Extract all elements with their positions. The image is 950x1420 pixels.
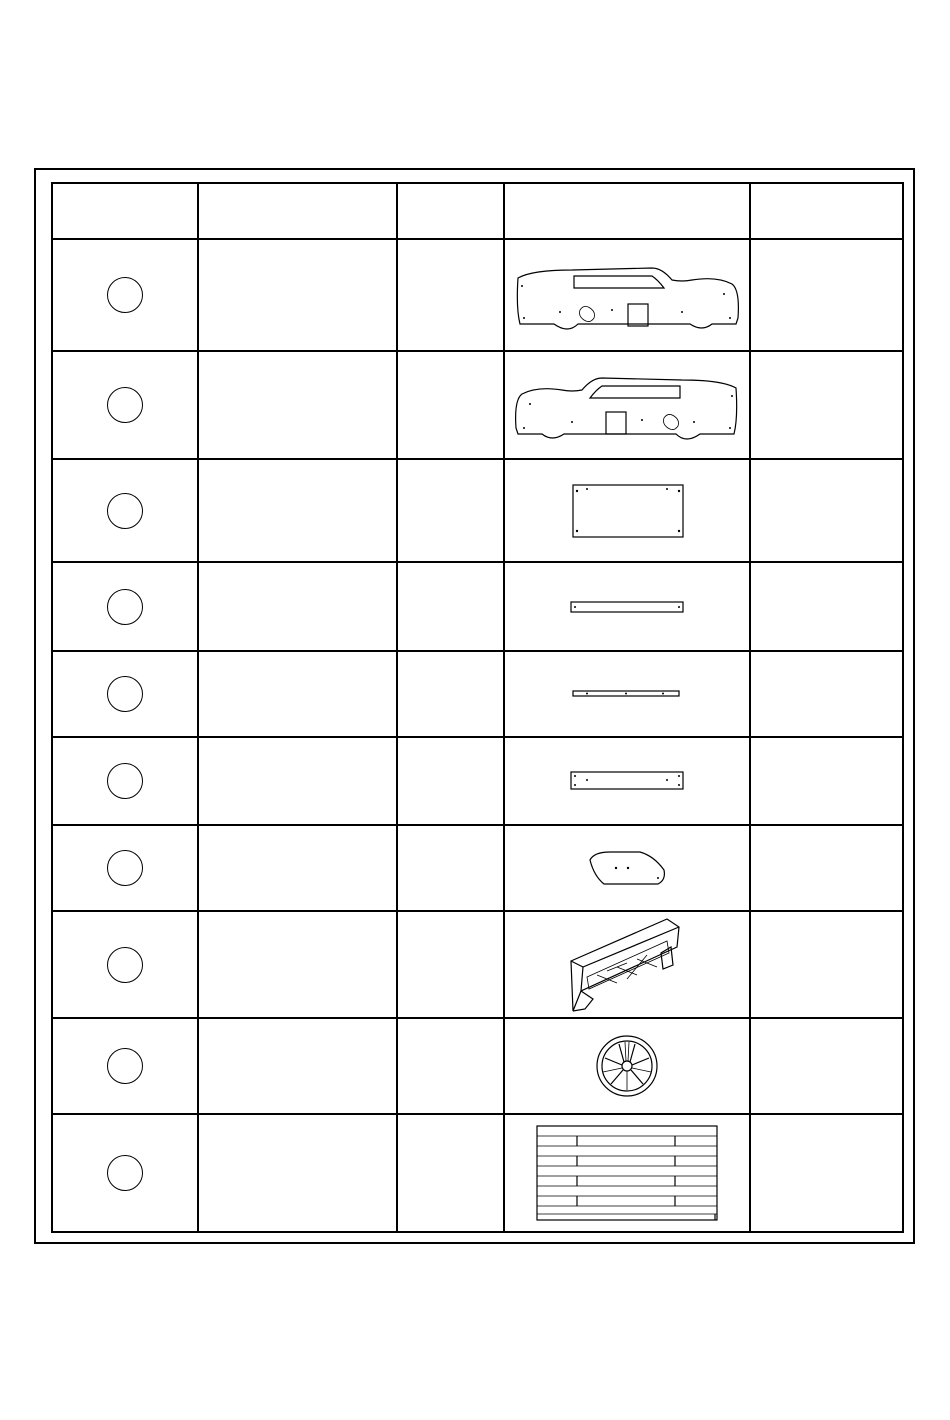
note-cell xyxy=(750,825,903,911)
part-number-cell xyxy=(52,911,198,1018)
header-qty xyxy=(397,183,504,239)
image-cell xyxy=(504,239,750,351)
wheel-rim-icon xyxy=(595,1034,659,1098)
description-cell xyxy=(198,911,397,1018)
qty-cell xyxy=(397,737,504,825)
image-cell xyxy=(504,911,750,1018)
image-cell xyxy=(504,737,750,825)
description-cell xyxy=(198,562,397,651)
qty-cell xyxy=(397,911,504,1018)
part-number-circle xyxy=(107,387,143,423)
description-cell xyxy=(198,1018,397,1114)
cross-beam-icon xyxy=(567,770,687,792)
note-cell xyxy=(750,351,903,459)
part-number-circle xyxy=(107,493,143,529)
qty-cell xyxy=(397,351,504,459)
part-number-cell xyxy=(52,562,198,651)
description-cell xyxy=(198,459,397,562)
part-number-circle xyxy=(107,589,143,625)
image-cell xyxy=(504,651,750,737)
image-cell xyxy=(504,1114,750,1232)
part-number-cell xyxy=(52,737,198,825)
rear-spoiler-grille-icon xyxy=(567,917,687,1013)
note-cell xyxy=(750,459,903,562)
table-row xyxy=(52,351,903,459)
table-row xyxy=(52,1018,903,1114)
qty-cell xyxy=(397,825,504,911)
part-number-cell xyxy=(52,239,198,351)
description-cell xyxy=(198,825,397,911)
note-cell xyxy=(750,651,903,737)
part-number-circle xyxy=(107,763,143,799)
part-number-cell xyxy=(52,459,198,562)
description-cell xyxy=(198,1114,397,1232)
car-side-panel-left-icon xyxy=(512,258,742,332)
part-number-circle xyxy=(107,1048,143,1084)
part-number-circle xyxy=(107,1155,143,1191)
image-cell xyxy=(504,459,750,562)
table-row xyxy=(52,911,903,1018)
header-part-no xyxy=(52,183,198,239)
slat-support-strip-icon xyxy=(571,689,683,699)
part-number-cell xyxy=(52,1114,198,1232)
header-note xyxy=(750,183,903,239)
note-cell xyxy=(750,239,903,351)
rectangular-panel-icon xyxy=(567,483,687,539)
note-cell xyxy=(750,1018,903,1114)
long-rail-icon xyxy=(567,600,687,614)
part-number-cell xyxy=(52,825,198,911)
qty-cell xyxy=(397,1114,504,1232)
description-cell xyxy=(198,651,397,737)
headlight-piece-icon xyxy=(586,850,668,886)
table-row xyxy=(52,737,903,825)
part-number-circle xyxy=(107,947,143,983)
part-number-cell xyxy=(52,651,198,737)
image-cell xyxy=(504,1018,750,1114)
header-description xyxy=(198,183,397,239)
table-row xyxy=(52,459,903,562)
qty-cell xyxy=(397,1018,504,1114)
description-cell xyxy=(198,239,397,351)
note-cell xyxy=(750,911,903,1018)
qty-cell xyxy=(397,459,504,562)
table-row xyxy=(52,825,903,911)
part-number-circle xyxy=(107,850,143,886)
table-row xyxy=(52,651,903,737)
part-number-cell xyxy=(52,1018,198,1114)
qty-cell xyxy=(397,562,504,651)
description-cell xyxy=(198,351,397,459)
description-cell xyxy=(198,737,397,825)
parts-list-table xyxy=(51,182,904,1233)
note-cell xyxy=(750,1114,903,1232)
qty-cell xyxy=(397,239,504,351)
part-number-circle xyxy=(107,676,143,712)
part-number-circle xyxy=(107,277,143,313)
slat-base-icon xyxy=(535,1124,719,1222)
table-row xyxy=(52,1114,903,1232)
image-cell xyxy=(504,351,750,459)
header-image xyxy=(504,183,750,239)
part-number-cell xyxy=(52,351,198,459)
note-cell xyxy=(750,562,903,651)
qty-cell xyxy=(397,651,504,737)
table-row xyxy=(52,239,903,351)
header-row xyxy=(52,183,903,239)
note-cell xyxy=(750,737,903,825)
table-row xyxy=(52,562,903,651)
car-side-panel-right-icon xyxy=(512,368,742,442)
image-cell xyxy=(504,825,750,911)
image-cell xyxy=(504,562,750,651)
